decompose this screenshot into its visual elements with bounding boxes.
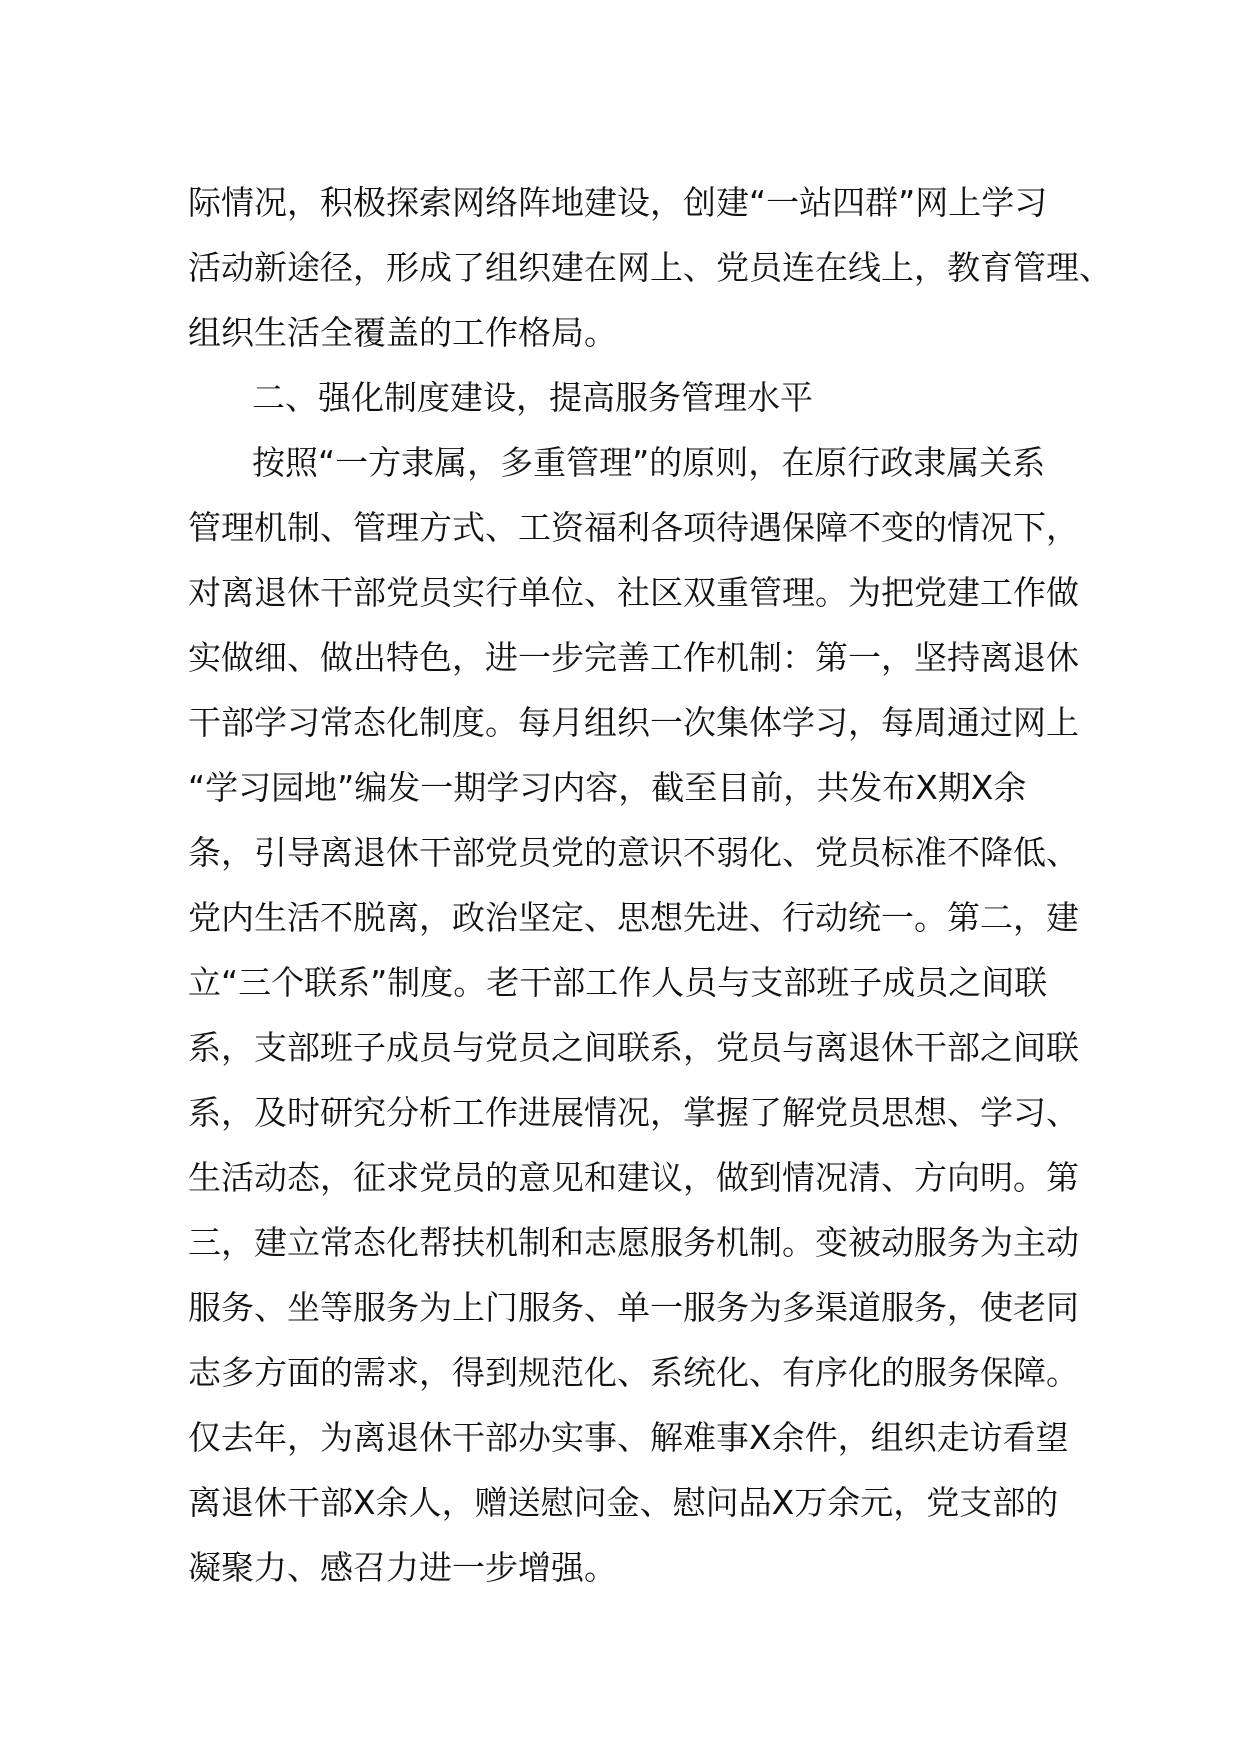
paragraph-line: 三，建立常态化帮扶机制和志愿服务机制。变被动服务为主动	[188, 1223, 1079, 1262]
paragraph-line: 志多方面的需求，得到规范化、系统化、有序化的服务保障。	[188, 1353, 1079, 1392]
paragraph-line: 活动新途径，形成了组织建在网上、党员连在线上，教育管理、	[188, 248, 1112, 287]
paragraph-line: 际情况，积极探索网络阵地建设，创建“一站四群”网上学习	[188, 183, 1048, 222]
paragraph-line: 系，及时研究分析工作进展情况，掌握了解党员思想、学习、	[188, 1093, 1079, 1132]
paragraph-line: 党内生活不脱离，政治坚定、思想先进、行动统一。第二，建	[188, 898, 1079, 937]
paragraph-line: 立“三个联系”制度。老干部工作人员与支部班子成员之间联	[188, 963, 1048, 1002]
paragraph-line: 管理机制、管理方式、工资福利各项待遇保障不变的情况下，	[188, 508, 1079, 547]
paragraph-line: 服务、坐等服务为上门服务、单一服务为多渠道服务，使老同	[188, 1288, 1079, 1327]
paragraph-line: 离退休干部X余人，赠送慰问金、慰问品X万余元，党支部的	[188, 1483, 1059, 1522]
section-heading: 二、强化制度建设，提高服务管理水平	[252, 378, 813, 417]
paragraph-line: 实做细、做出特色，进一步完善工作机制：第一，坚持离退休	[188, 638, 1079, 677]
paragraph-line: 按照“一方隶属，多重管理”的原则，在原行政隶属关系	[252, 443, 1046, 482]
paragraph-line: 组织生活全覆盖的工作格局。	[188, 313, 617, 352]
paragraph-line: 凝聚力、感召力进一步增强。	[188, 1548, 617, 1587]
paragraph-line: 条，引导离退休干部党员党的意识不弱化、党员标准不降低、	[188, 833, 1079, 872]
paragraph-line: 干部学习常态化制度。每月组织一次集体学习，每周通过网上	[188, 703, 1079, 742]
document-body	[188, 170, 1112, 1600]
paragraph-line: 系，支部班子成员与党员之间联系，党员与离退休干部之间联	[188, 1028, 1079, 1067]
paragraph-line: 生活动态，征求党员的意见和建议，做到情况清、方向明。第	[188, 1158, 1079, 1197]
paragraph-line: 对离退休干部党员实行单位、社区双重管理。为把党建工作做	[188, 573, 1079, 612]
paragraph-line: 仅去年，为离退休干部办实事、解难事X余件，组织走访看望	[188, 1418, 1069, 1457]
paragraph-line: “学习园地”编发一期学习内容，截至目前，共发布X期X余	[188, 768, 1027, 807]
